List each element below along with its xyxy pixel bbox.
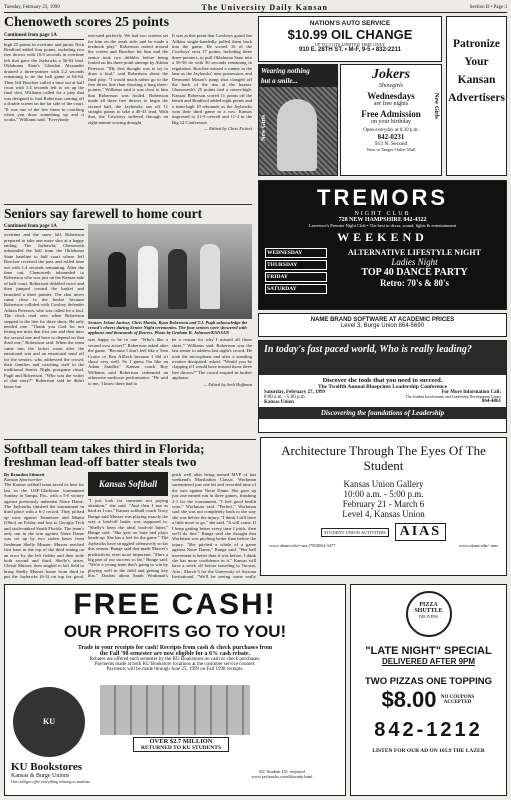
ad-weekend: WEEKEND: [337, 230, 428, 244]
ad-title: NAME BRAND SOFTWARE AT ACADEMIC PRICES: [310, 317, 455, 323]
story-headline: Seniors say farewell to home court: [4, 206, 203, 221]
ad-sub: Showgirls: [378, 83, 403, 89]
editor-credit: — Edited by Chris Fickett: [204, 126, 252, 132]
ad-tagline: Wearing nothing: [259, 65, 337, 77]
ad-side-text: New Girls: [433, 93, 439, 119]
ad-sponsor: The Student Involvement and Leadership Development Center: [405, 395, 501, 399]
story-seniors: [4, 204, 252, 436]
ad-sub: NIGHT CLUB: [354, 211, 411, 217]
ad-patronize: [446, 16, 507, 176]
ad-info: For More Information Call:: [441, 390, 501, 395]
continued-label: Continued from page 1A: [4, 33, 84, 39]
ad-price: $10.99 OIL CHANGE: [287, 27, 413, 42]
ad-place: Kansas Union: [264, 400, 294, 405]
story-column: "I just look for someone not paying attention," she said. "And then I run as hard as I can." Kansas softball coach Tracy Bunge said Musser was playing exactly the way a lead-off batter was supposed to. "Shelly's been the ideal lead-off hitter," Bunge said. "She gets on base and plays heads-up. She has a feel for the game." The Jayhawks have struggled offensively so far this season. Bunge said that made Musser's productivity even more important. "She's a big part of our success so far," Bunge said. "We're a young team that's going to win by playing well in the field and getting key hits." Doubts about Sarah Workman's: [88, 497, 168, 579]
total-amount: OVER $2.7 MILLION: [149, 738, 213, 745]
ad-name: Jokers: [371, 67, 411, 82]
ad-boutique: [258, 64, 338, 176]
ad-nations-auto: [258, 16, 442, 62]
ad-line: Payments made at both KU Bookstore locations at the customer service counter.: [94, 662, 256, 667]
ad-promo: Free Admission: [361, 109, 421, 119]
story-column: The Kansas softball team saved its best for last in the USF-Gladstone tournament Sunday in Tampa, Fla., with a 5-0 victory against previously unbeaten Notre Dame. The Jayhawks finished the tournament in third place with a 6-2 record. They picked up wins against Tennessee and Miami (Ohio) on Friday and lost to Georgia Tech and sixth-ranked South Florida. The team's only run in the win against Notre Dame was set up by two stolen bases from freshman Shelly Musser. Musser reached first base in the top of the third inning on an error by the left fielder and then stole both second and third. Shelly's sister, Christi Musser, then singled to left field to bring Shelly Musser home from third to put the Jayhawks (6-3) on top for good.: [4, 482, 84, 579]
ad-info: Level 3, Burge Union 864-5690: [340, 323, 425, 329]
header-section: Section B • Page 3: [469, 4, 507, 10]
ad-title: Architecture Through The Eyes Of The Student: [281, 443, 486, 473]
ad-text: are free nights: [373, 101, 409, 107]
ad-architecture: [260, 437, 507, 576]
seniors-photo: [88, 224, 252, 319]
ad-line: Payments will be made through June 25, 1999 on Fall 1998 receipts.: [106, 667, 244, 672]
ad-footer: Discovering the foundations of Leadership: [259, 407, 506, 419]
ad-address: 728 NEW HAMPSHIRE 842-4322: [338, 217, 427, 223]
id-note: KU Student I.D. required: [259, 769, 305, 774]
ad-line: the Fall '98 semester are now eligible for a 6% cash rebate.: [99, 651, 251, 657]
store-locations: Kansas & Burge Unions: [11, 773, 70, 779]
ad-note: NO COUPONS ACCEPTED: [440, 695, 475, 705]
ad-side-text: New Girls: [261, 115, 267, 141]
ad-phone: 864-4861: [481, 399, 501, 404]
ad-blueprints: [258, 340, 507, 433]
ad-note: Next to Tanger Outlet Mall: [366, 147, 416, 152]
softball-logo: Kansas Softball: [88, 472, 168, 496]
logo-text: SHUTTLE: [414, 608, 443, 614]
ad-tagline: but a smile...: [259, 77, 337, 87]
logo-text: DELIVERS: [418, 614, 439, 619]
day-label: FRIDAY: [265, 272, 327, 282]
ad-phone: 842-0231: [377, 133, 405, 141]
aias-logo: AIAS: [395, 523, 446, 541]
story-chenoweth: [4, 16, 252, 196]
byline: By Brandon Stinnett: [4, 471, 45, 477]
ad-special-sub: DELIVERED AFTER 9PM: [381, 657, 476, 666]
ad-tremors: [258, 180, 507, 310]
story-softball: [4, 439, 256, 579]
ad-tagline: Lawrence's Premier Night Club • The best in decor, sound, lights & entertainment: [308, 223, 457, 228]
ku-logo: KU: [13, 687, 85, 757]
page-header: [4, 2, 507, 13]
story-column: high 25 points in overtime and junior Nick Bradford added four points, including two free throws with 16.9 seconds in overtime left that gave the Jayhawks a 56-63 lead. Oklahoma State's Glendon Alexander drained a three-pointer with 2.2 seconds remaining to tie the ball game at 64-64. Then Jeff Boschee called a time out at half court with 1.4 seconds left to set up the final shot. Williams called for a play that was designed to find Robertson coming off a double screen on the far side of the court. "It was one of the few times in coaching when you draw something up and it works," Williams said. "Everybody: [4, 41, 84, 123]
story-headline: Softball team takes third in Florida; freshman lead-off batter steals two: [4, 441, 205, 470]
ad-date: Saturday, February 27, 1999: [264, 390, 325, 395]
ad-sub: Discover the tools that you need to succeed.: [322, 377, 443, 384]
ad-dates: February 21 - March 6: [342, 499, 425, 509]
ad-special: "LATE NIGHT" SPECIAL: [365, 645, 492, 657]
ad-phone: 842-1212: [374, 719, 483, 741]
ad-line: ALTERNATIVE LIFESTYLE NIGHT: [348, 248, 481, 257]
story-column: pitch well after being named MVP of last weekend's Marshalton Classic. Workman surrendered just one hit and recorded nine of the outs against Notre Dame. She gave up just one earned run in three games, finishing 2-1 for the tournament. "I feel good health wise," Workman said. "Perfect." Workman said she was not completely back to the way she was before the injury. "I think I still have a little more to go," she said. "It will come. If I keep getting better every time I pitch, then we'll do fine." Bunge said she thought that Workman was pitching better than before the injury. "She pitched a whale of a game against Notre Dame," Bunge said. "Her ball movement is better than it was before. I think she has more confidence in it." Kansas will have a week off before traveling to Tucson, Ariz., March 5 for the University of Arizona Invitational. "We'll be seeing some really: [172, 471, 256, 579]
ad-line: Rebates are offered each semester by the KU Bookstores on cash or check purchases.: [89, 657, 261, 662]
story-column: It was at this point that Cowboys guard Joe Adkins single-handedly pulled them back into the game. He scored 16 of the Cowboys' next 17 points, including three three-pointers, to pull Oklahoma State into a 56-56 tie with 30 seconds remaining in regulation. Boschee missed a runner in the lane as the Jayhawks' next possession, and Desmond Mason's jump shot clanged off the back of the rim at the buzzer. Chenoweth's 25 points tied a career-high. Kansas' Roberson scored 11 points off the bench and Bradford added eight points and a team-high 10 rebounds as the Jayhawks won their third game in a row. Kansas improved to 21-9 overall and 11-4 in the Big 12 Conference.: [172, 33, 252, 125]
ad-text: on your birthday: [371, 119, 411, 125]
total-text: RETURNED TO KU STUDENTS: [140, 745, 222, 751]
ad-name: TREMORS: [317, 185, 448, 210]
ad-web: www.jayhawks.com/hkstudy.html: [251, 774, 313, 779]
total-box: [133, 737, 229, 752]
ad-free-cash: [4, 584, 346, 796]
story-column: was happy to be in one. "Who's like a second own actors?" Robertson asked after the game. "Because I don't feel like a Tom Cruise or Ben Affleck because I did n't shoot very well. So I guess I'm like an Adam Sandler." Kansas coach Roy Williams said Robertson redeemed an otherwise mediocre performance. "He said to me, 'I know there had to: [88, 337, 168, 386]
ad-venue: Kansas Union Gallery: [343, 479, 424, 489]
header-date: Tuesday, February 23, 1999: [4, 4, 60, 10]
continued-label: Continued from page 1A: [4, 224, 84, 230]
ad-listen: LISTEN FOR OUR AD ON 105.9 THE LAZER: [372, 748, 485, 754]
ad-title: NATION'S AUTO SERVICE: [309, 20, 391, 27]
ad-address: 913 N. Second: [374, 141, 408, 147]
header-masthead: The University Daily Kansan: [201, 2, 328, 12]
day-label: THURSDAY: [265, 260, 327, 270]
story-headline: Chenoweth scores 25 points: [4, 16, 170, 30]
ad-price: $8.00: [381, 687, 437, 712]
ad-sub: OUR PROFITS GO TO YOU!: [63, 622, 287, 641]
story-column: executed perfectly. We had two screens set for him on the weak side, and he made a textbook play." Robertson curled around the screen and Boschee hit him and the senior took two dribbles before being fouled on his three-point attempt by Adrian Peterson. "My first thought was to try to draw a foul," said Robertson about the final play. "I would much rather go to the free throw line than shooting a long three-pointer." Williams said it was clear to him that Robertson was fouled. Robertson made all three free throws to begin the second half, the Jayhawks ran off 11 straight points to take a 40-33 lead. With that, the Cowboys suffered through an eight minute scoring drought.: [88, 33, 168, 125]
store-fine: Our colleges offer everything relating to students.: [11, 779, 91, 784]
pizza-logo: [406, 591, 452, 637]
ad-hours: 10:00 a.m. - 5:00 p.m.: [343, 489, 424, 499]
ad-address: 910 E. 28TH ST. • M-F, 9-5 • 832-2211: [299, 47, 401, 53]
ad-title: FREE CASH!: [73, 588, 277, 621]
story-column: be a reason for why I missed all those shots,'" Williams said. Robertson was the last senior to address last night's crowd. He took the microphone and after a standing ovation dissipated, asked, "Would you be clapping if I would have missed those three free throws?" The crowd erupted in further applause.: [172, 337, 252, 381]
ad-software: [258, 313, 507, 337]
receipts-illustration: [100, 685, 250, 735]
ad-jokers: [340, 64, 442, 176]
day-label: WEDNESDAY: [265, 248, 327, 258]
story-column: overtime and the snow fall, Robertson prepared to take one more shot at a happy ending. The Jayhawks' Chenoweth inbounded the ball from the Oklahoma State baseline to half court where Jeff Boschee received the pass and rolled time out with 1.4 seconds remaining. After the time out, Chenoweth inbounded to Robertson who was just on the Kansas side of half court. Robertson dribbled twice and then jumped toward the basket and launched a three pointer. The shot never came close to the basket because Robertson collided with Cowboy defender Adrian Peterson, who was called for a foul. The clock read zero when Robertson stepped to the line for three shots. He only needed one. "Thank you God for not letting me miss that first one and then miss the second one and have to depend on that third one," Robertson said. When the team came into the locker room after the emotional win and an emotional send off for the seniors, who addressed the crowd, their families and coaching staff in the traditional Senior Night postgame ritual, Pugh and Robertson. "Who was the writer of that story?" Robertson said he didn't know but: [4, 232, 84, 389]
byline-role: Kansan Sportswriter: [4, 476, 43, 482]
ad-line: Ladies Night: [391, 257, 438, 267]
ad-headline: In today's fast paced world, Who is really leading?: [259, 341, 506, 375]
day-label: SATURDAY: [265, 284, 327, 294]
editor-credit: — Edited by Seth Hoffman: [203, 381, 252, 387]
photo-caption: Seniors Jelani Janisse, Chris Martin, Ryan Robertson and T.J. Pugh acknowledge the crowd's cheers during Senior Night ceremonies. The four seniors were showered with applause and thousands of flowers. Photo by Graham R. Johnson/KANSAN: [88, 319, 248, 336]
ad-note: UP TO 5 QTS LIMITED TIME ONLY: [314, 42, 386, 47]
sua-logo: STUDENT UNION ACTIVITIES: [321, 528, 389, 537]
ad-day: Wednesdays: [367, 91, 415, 101]
ad-time: 8:00 a.m. - 5:00 p.m.: [264, 395, 306, 400]
ad-line: Trade in your receipts for cash! Receipts from cash & check purchases from: [77, 645, 273, 651]
store-name: KU Bookstores: [11, 761, 82, 773]
ad-pizza-shuttle: [350, 584, 507, 796]
ad-hours: Open everyday at 6:30 p.m.: [363, 128, 419, 133]
ad-event: The Twelfth Annual Blueprints Leadership Conference: [317, 384, 448, 390]
ad-offer: TWO PIZZAS ONE TOPPING: [364, 676, 493, 687]
ad-web: www.ukans.edu/~sua (785)864-3477: [269, 543, 336, 548]
ad-text: Patronize Your Kansan Advertisers: [448, 38, 505, 104]
logo-text: PIZZA: [419, 602, 438, 608]
ad-location: Level 4, Kansas Union: [342, 509, 425, 519]
ad-line: TOP 40 DANCE PARTY: [361, 267, 468, 278]
ad-line: Retro: 70's & 80's: [379, 278, 450, 288]
ad-web: www.ukans.edu/~aias: [458, 543, 498, 548]
